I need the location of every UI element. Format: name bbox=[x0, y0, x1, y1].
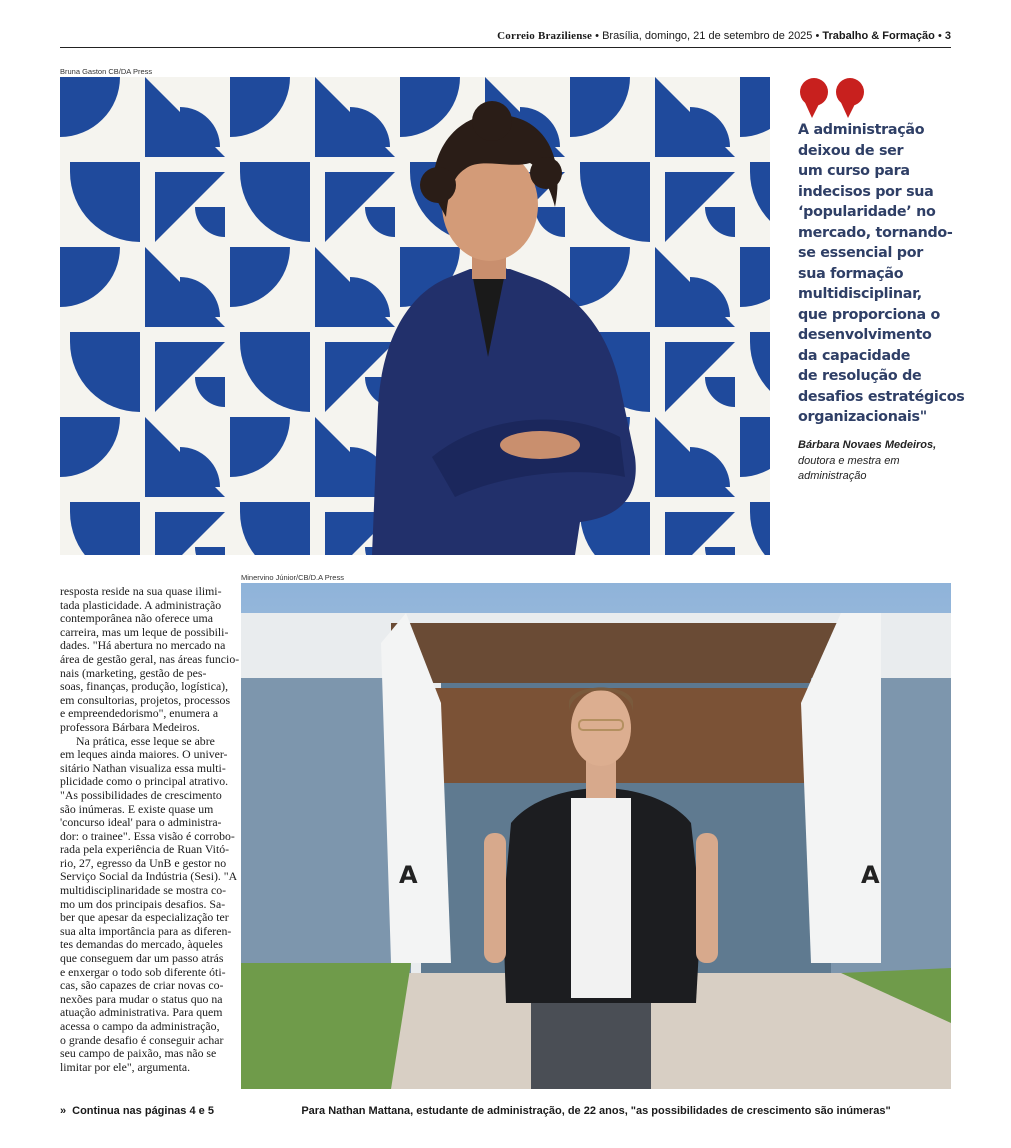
pull-quote-line: de resolução de bbox=[798, 368, 922, 384]
page-header bbox=[60, 30, 951, 48]
article-line: sua alta importância para as diferen- bbox=[60, 923, 232, 938]
student-photo bbox=[241, 583, 951, 1089]
portrait-photo bbox=[60, 77, 770, 555]
article-line: nexões para mudar o status quo na bbox=[60, 991, 223, 1006]
pull-quote-line: se essencial por bbox=[798, 245, 923, 261]
article-line: plicidade como o principal atrativo. bbox=[60, 774, 229, 789]
article-line: seu campo de paixão, mas não se bbox=[60, 1046, 217, 1061]
continue-arrow-icon: » bbox=[60, 1105, 67, 1117]
portrait-illustration bbox=[60, 77, 770, 555]
article-line: tes demandas do mercado, àqueles bbox=[60, 937, 223, 952]
article-line: atuação administrativa. Para quem bbox=[60, 1005, 223, 1020]
pull-quote-line: desafios estratégicos bbox=[798, 388, 965, 405]
quote-author-role: administração bbox=[798, 470, 867, 482]
article-line: Na prática, esse leque se abre bbox=[76, 733, 215, 748]
newspaper-brand: Correio Braziliense bbox=[497, 30, 593, 42]
pull-quote-line: da capacidade bbox=[798, 347, 911, 364]
article-line: professora Bárbara Medeiros. bbox=[60, 719, 200, 734]
building-letter-right: A bbox=[861, 861, 880, 889]
article-line: resposta reside na sua quase ilimi- bbox=[60, 584, 222, 598]
article-line: o grande desafio é conseguir achar bbox=[60, 1032, 224, 1047]
pull-quote-line: sua formação bbox=[798, 265, 904, 282]
quote-marks-icon bbox=[798, 76, 870, 120]
article-line: cas, são capazes de criar novas co- bbox=[60, 978, 224, 993]
article-line: acessa o campo da administração, bbox=[60, 1019, 220, 1033]
photo-credit-top: Bruna Gaston CB/DA Press bbox=[60, 67, 153, 76]
header-dateline: Brasília, domingo, 21 de setembro de 2025 bbox=[602, 30, 813, 42]
page-number: 3 bbox=[944, 30, 951, 42]
pull-quote-line: indecisos por sua bbox=[798, 183, 934, 200]
article-line: rio, 27, egresso da UnB e gestor no bbox=[60, 855, 227, 870]
pull-quote-line: multidisciplinar, bbox=[798, 286, 922, 302]
article-line: Serviço Social da Indústria (Sesi). "A bbox=[60, 869, 238, 884]
quote-attribution bbox=[798, 438, 958, 485]
article-line: dor: o trainee". Essa visão é corrobo- bbox=[60, 828, 235, 843]
article-line: nais (marketing, gestão de pes- bbox=[60, 665, 207, 680]
pull-quote-line: deixou de ser bbox=[798, 142, 904, 159]
article-line: tada plasticidade. A administração bbox=[60, 597, 222, 612]
article-line: limitar por ele", argumenta. bbox=[60, 1059, 191, 1074]
header-rule bbox=[60, 47, 951, 48]
article-line: ber que apesar da especialização ter bbox=[60, 910, 229, 925]
article-line: em leques ainda maiores. O univer- bbox=[60, 747, 228, 762]
header-separator: • bbox=[595, 30, 599, 42]
article-line: sitário Nathan visualiza essa multi- bbox=[60, 760, 226, 775]
article-line: dades. "Há abertura no mercado na bbox=[60, 638, 226, 653]
article-line: "As possibilidades de crescimento bbox=[60, 787, 222, 802]
continuation-note bbox=[60, 1105, 214, 1117]
quote-author-role: doutora e mestra em bbox=[798, 454, 900, 467]
building-letter-left: A bbox=[399, 861, 418, 889]
article-line: rada pela experiência de Ruan Vitó- bbox=[60, 842, 230, 857]
student-illustration bbox=[241, 583, 951, 1089]
article-line: e enxergar o todo sob diferente óti- bbox=[60, 964, 226, 979]
pull-quote-line: ‘popularidade’ no bbox=[798, 204, 936, 220]
pull-quote-line: organizacionais" bbox=[798, 409, 927, 425]
header-separator: • bbox=[937, 30, 942, 42]
article-line: soas, finanças, produção, logística), bbox=[60, 679, 229, 694]
article-line: 'concurso ideal' para o administra- bbox=[60, 815, 222, 830]
article-line: multidisciplinaridade se mostra co- bbox=[60, 883, 227, 898]
photo-credit-bottom: Minervino Júnior/CB/D.A Press bbox=[241, 573, 344, 582]
pull-quote-line: um curso para bbox=[798, 163, 910, 179]
pull-quote-text bbox=[798, 120, 965, 428]
article-line: contemporânea não oferece uma bbox=[60, 611, 213, 626]
article-body-column bbox=[60, 584, 240, 1074]
pull-quote-line: desenvolvimento bbox=[798, 327, 932, 343]
quote-author-name: Bárbara Novaes Medeiros, bbox=[798, 439, 937, 451]
article-line: são inúmeras. E existe quase um bbox=[60, 801, 214, 816]
header-separator: • bbox=[815, 30, 820, 42]
pull-quote-line: mercado, tornando- bbox=[798, 224, 953, 241]
article-line: e empreendedorismo", enumera a bbox=[60, 706, 219, 721]
article-line: área de gestão geral, nas áreas funcio- bbox=[60, 651, 240, 666]
article-line: que conseguem dar um passo atrás bbox=[60, 951, 224, 966]
continue-text: Continua nas páginas 4 e 5 bbox=[72, 1105, 214, 1117]
header-section: Trabalho & Formação bbox=[822, 30, 935, 42]
article-line: carreira, mas um leque de possibili- bbox=[60, 624, 229, 639]
article-line: mo um dos principais desafios. Sa- bbox=[60, 896, 226, 911]
pull-quote-line: que proporciona o bbox=[798, 306, 941, 323]
pull-quote-line: A administração bbox=[798, 122, 925, 138]
photo-caption: Para Nathan Mattana, estudante de administração, de 22 anos, "as possibilidades de crescimento são inúmeras" bbox=[301, 1105, 891, 1117]
article-line: em consultorias, projetos, processos bbox=[60, 692, 231, 707]
